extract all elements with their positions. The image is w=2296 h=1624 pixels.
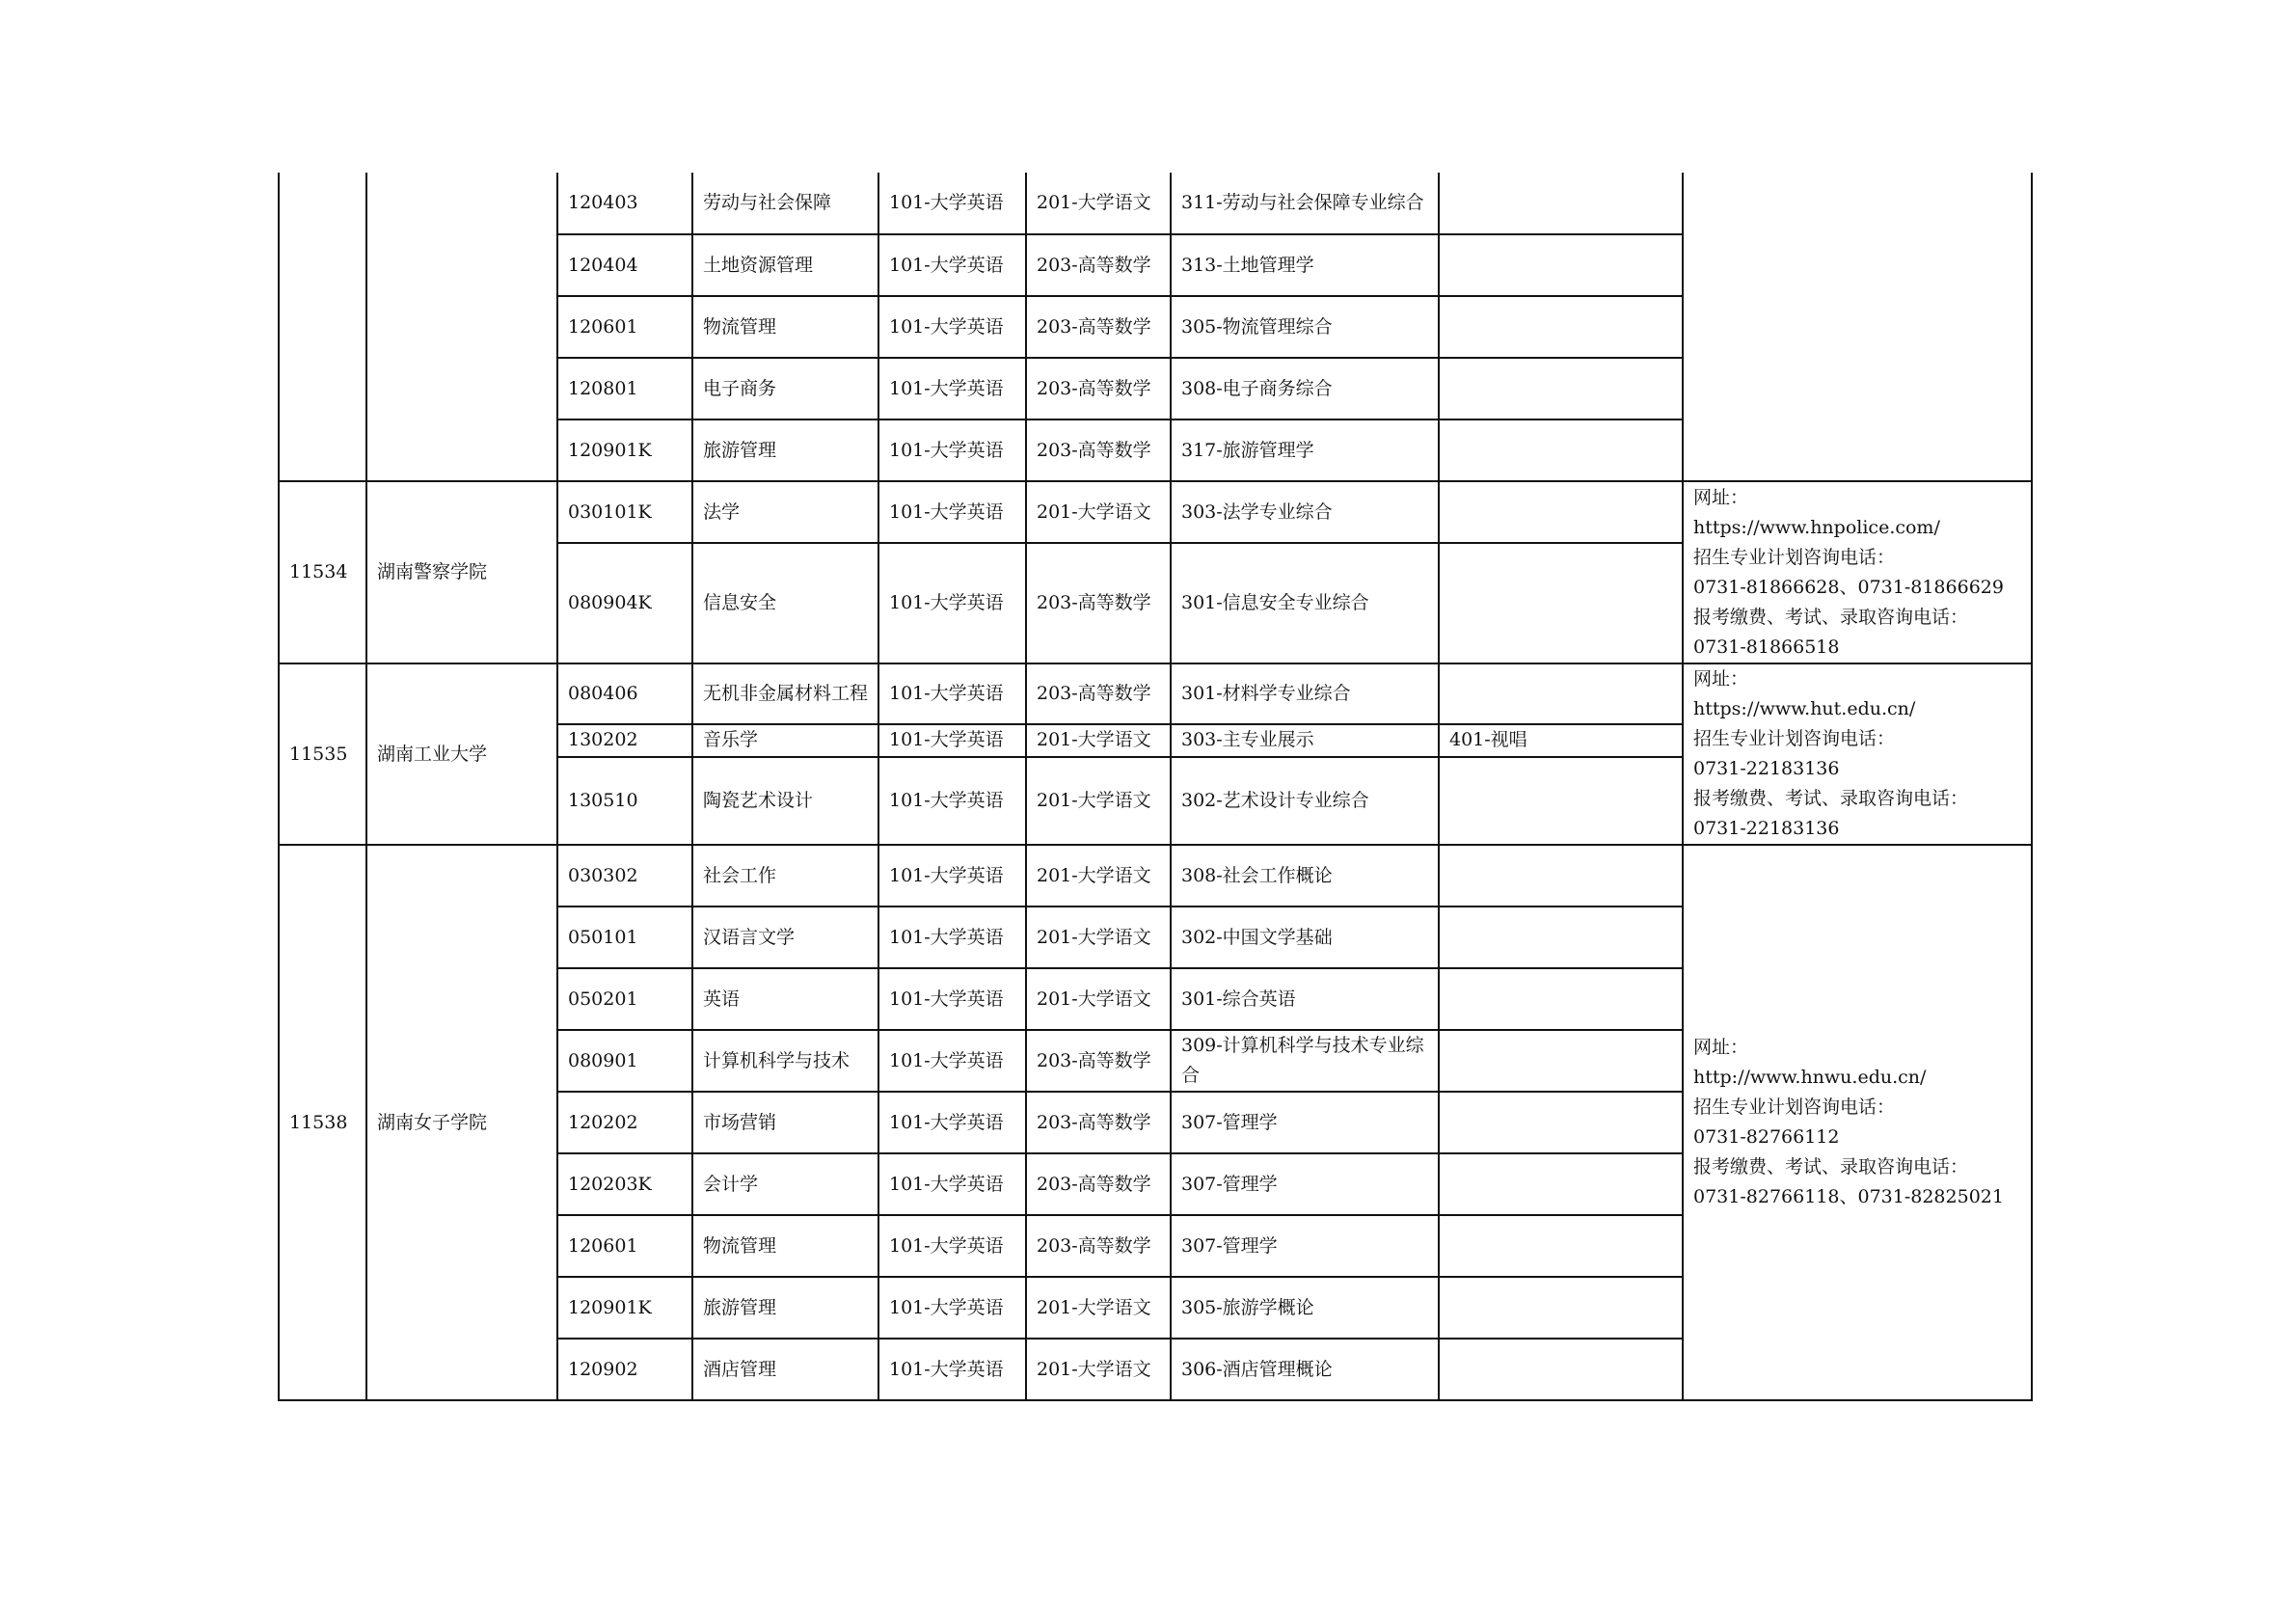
major-code-cell: 130202 xyxy=(557,724,692,757)
major-name-cell: 社会工作 xyxy=(692,845,878,907)
subject4-cell xyxy=(1439,907,1683,968)
subject4-cell xyxy=(1439,1277,1683,1339)
major-code-cell: 120403 xyxy=(557,173,692,234)
subject3-cell: 306-酒店管理概论 xyxy=(1171,1339,1439,1400)
contact-info-cell xyxy=(1683,173,2032,481)
contact-line: 报考缴费、考试、录取咨询电话： xyxy=(1693,1156,1969,1177)
major-code-cell: 120601 xyxy=(557,1215,692,1277)
school-name-cell xyxy=(366,173,557,481)
subject2-cell: 201-大学语文 xyxy=(1026,757,1171,845)
subject3-cell: 308-电子商务综合 xyxy=(1171,358,1439,420)
table-row xyxy=(279,173,2032,234)
subject2-cell: 201-大学语文 xyxy=(1026,907,1171,968)
subject3-cell: 302-艺术设计专业综合 xyxy=(1171,757,1439,845)
school-code-cell xyxy=(279,173,366,481)
major-code-cell: 120901K xyxy=(557,1277,692,1339)
contact-info-cell xyxy=(1683,663,2032,845)
major-code-cell: 080901 xyxy=(557,1030,692,1092)
admissions-table xyxy=(278,173,2033,1401)
table-row xyxy=(279,663,2032,724)
subject4-cell xyxy=(1439,1339,1683,1400)
subject4-cell xyxy=(1439,234,1683,296)
major-name-cell: 会计学 xyxy=(692,1153,878,1215)
subject2-cell: 203-高等数学 xyxy=(1026,1092,1171,1153)
major-name-cell: 陶瓷艺术设计 xyxy=(692,757,878,845)
major-code-cell: 080904K xyxy=(557,543,692,663)
major-name-cell: 酒店管理 xyxy=(692,1339,878,1400)
major-name-cell: 市场营销 xyxy=(692,1092,878,1153)
major-name-cell: 法学 xyxy=(692,481,878,543)
subject1-cell: 101-大学英语 xyxy=(878,420,1026,481)
school-name-cell: 湖南警察学院 xyxy=(366,481,557,663)
major-code-cell: 030101K xyxy=(557,481,692,543)
school-name-cell: 湖南工业大学 xyxy=(366,663,557,845)
contact-line: 0731-82766118、0731-82825021 xyxy=(1693,1186,2004,1207)
subject4-cell: 401-视唱 xyxy=(1439,724,1683,757)
major-code-cell: 120601 xyxy=(557,296,692,358)
subject2-cell: 201-大学语文 xyxy=(1026,845,1171,907)
subject3-cell: 317-旅游管理学 xyxy=(1171,420,1439,481)
subject3-cell: 305-物流管理综合 xyxy=(1171,296,1439,358)
major-name-cell: 旅游管理 xyxy=(692,420,878,481)
subject4-cell xyxy=(1439,845,1683,907)
subject4-cell xyxy=(1439,1092,1683,1153)
subject3-cell: 309-计算机科学与技术专业综合 xyxy=(1171,1030,1439,1092)
subject4-cell xyxy=(1439,481,1683,543)
contact-line: 网址： xyxy=(1693,668,1749,690)
contact-line: https://www.hut.edu.cn/ xyxy=(1693,698,1916,719)
contact-line: 网址： xyxy=(1693,486,1749,508)
contact-line: 报考缴费、考试、录取咨询电话： xyxy=(1693,606,1969,628)
subject2-cell: 203-高等数学 xyxy=(1026,1153,1171,1215)
major-name-cell: 土地资源管理 xyxy=(692,234,878,296)
major-name-cell: 信息安全 xyxy=(692,543,878,663)
subject2-cell: 203-高等数学 xyxy=(1026,296,1171,358)
contact-line: 0731-22183136 xyxy=(1693,758,1840,779)
subject1-cell: 101-大学英语 xyxy=(878,968,1026,1030)
school-code-cell: 11535 xyxy=(279,663,366,845)
subject1-cell: 101-大学英语 xyxy=(878,481,1026,543)
major-code-cell: 050101 xyxy=(557,907,692,968)
subject1-cell: 101-大学英语 xyxy=(878,724,1026,757)
subject1-cell: 101-大学英语 xyxy=(878,358,1026,420)
subject3-cell: 307-管理学 xyxy=(1171,1215,1439,1277)
contact-line: 0731-81866518 xyxy=(1693,636,1840,658)
contact-line: 0731-22183136 xyxy=(1693,818,1840,839)
subject1-cell: 101-大学英语 xyxy=(878,234,1026,296)
major-code-cell: 030302 xyxy=(557,845,692,907)
subject3-cell: 301-信息安全专业综合 xyxy=(1171,543,1439,663)
school-name-cell: 湖南女子学院 xyxy=(366,845,557,1400)
school-code-cell: 11538 xyxy=(279,845,366,1400)
major-name-cell: 汉语言文学 xyxy=(692,907,878,968)
subject1-cell: 101-大学英语 xyxy=(878,1215,1026,1277)
major-code-cell: 120901K xyxy=(557,420,692,481)
major-name-cell: 物流管理 xyxy=(692,296,878,358)
school-code-cell: 11534 xyxy=(279,481,366,663)
contact-line: 招生专业计划咨询电话： xyxy=(1693,546,1896,568)
subject4-cell xyxy=(1439,663,1683,724)
subject1-cell: 101-大学英语 xyxy=(878,907,1026,968)
subject4-cell xyxy=(1439,1030,1683,1092)
major-code-cell: 120902 xyxy=(557,1339,692,1400)
subject1-cell: 101-大学英语 xyxy=(878,173,1026,234)
subject1-cell: 101-大学英语 xyxy=(878,757,1026,845)
contact-info-cell xyxy=(1683,481,2032,663)
major-code-cell: 120801 xyxy=(557,358,692,420)
subject1-cell: 101-大学英语 xyxy=(878,296,1026,358)
subject3-cell: 311-劳动与社会保障专业综合 xyxy=(1171,173,1439,234)
subject3-cell: 307-管理学 xyxy=(1171,1153,1439,1215)
major-name-cell: 计算机科学与技术 xyxy=(692,1030,878,1092)
contact-line: 0731-82766112 xyxy=(1693,1126,1840,1148)
contact-info-cell xyxy=(1683,845,2032,1400)
subject2-cell: 203-高等数学 xyxy=(1026,1215,1171,1277)
subject1-cell: 101-大学英语 xyxy=(878,1092,1026,1153)
subject3-cell: 301-综合英语 xyxy=(1171,968,1439,1030)
subject4-cell xyxy=(1439,420,1683,481)
subject1-cell: 101-大学英语 xyxy=(878,1339,1026,1400)
major-code-cell: 130510 xyxy=(557,757,692,845)
subject4-cell xyxy=(1439,358,1683,420)
subject4-cell xyxy=(1439,296,1683,358)
major-name-cell: 电子商务 xyxy=(692,358,878,420)
table-row xyxy=(279,845,2032,907)
subject4-cell xyxy=(1439,1215,1683,1277)
subject4-cell xyxy=(1439,1153,1683,1215)
contact-line: https://www.hnpolice.com/ xyxy=(1693,516,1940,538)
contact-line: http://www.hnwu.edu.cn/ xyxy=(1693,1067,1927,1088)
subject1-cell: 101-大学英语 xyxy=(878,845,1026,907)
subject4-cell xyxy=(1439,757,1683,845)
major-code-cell: 120202 xyxy=(557,1092,692,1153)
subject4-cell xyxy=(1439,968,1683,1030)
major-code-cell: 120404 xyxy=(557,234,692,296)
subject4-cell xyxy=(1439,543,1683,663)
contact-line: 报考缴费、考试、录取咨询电话： xyxy=(1693,788,1969,809)
subject3-cell: 308-社会工作概论 xyxy=(1171,845,1439,907)
subject1-cell: 101-大学英语 xyxy=(878,543,1026,663)
major-name-cell: 英语 xyxy=(692,968,878,1030)
subject1-cell: 101-大学英语 xyxy=(878,1030,1026,1092)
subject2-cell: 201-大学语文 xyxy=(1026,968,1171,1030)
contact-line: 招生专业计划咨询电话： xyxy=(1693,1096,1896,1118)
subject2-cell: 203-高等数学 xyxy=(1026,234,1171,296)
subject3-cell: 305-旅游学概论 xyxy=(1171,1277,1439,1339)
subject1-cell: 101-大学英语 xyxy=(878,663,1026,724)
subject4-cell xyxy=(1439,173,1683,234)
subject2-cell: 203-高等数学 xyxy=(1026,663,1171,724)
major-name-cell: 无机非金属材料工程 xyxy=(692,663,878,724)
subject3-cell: 302-中国文学基础 xyxy=(1171,907,1439,968)
subject3-cell: 301-材料学专业综合 xyxy=(1171,663,1439,724)
major-name-cell: 物流管理 xyxy=(692,1215,878,1277)
subject2-cell: 201-大学语文 xyxy=(1026,481,1171,543)
subject2-cell: 203-高等数学 xyxy=(1026,1030,1171,1092)
major-code-cell: 080406 xyxy=(557,663,692,724)
subject2-cell: 203-高等数学 xyxy=(1026,543,1171,663)
subject3-cell: 307-管理学 xyxy=(1171,1092,1439,1153)
subject2-cell: 201-大学语文 xyxy=(1026,1339,1171,1400)
table-row xyxy=(279,481,2032,543)
major-name-cell: 旅游管理 xyxy=(692,1277,878,1339)
subject2-cell: 203-高等数学 xyxy=(1026,420,1171,481)
subject2-cell: 201-大学语文 xyxy=(1026,724,1171,757)
contact-line: 网址： xyxy=(1693,1037,1749,1058)
major-code-cell: 120203K xyxy=(557,1153,692,1215)
subject1-cell: 101-大学英语 xyxy=(878,1153,1026,1215)
subject2-cell: 203-高等数学 xyxy=(1026,358,1171,420)
contact-line: 招生专业计划咨询电话： xyxy=(1693,728,1896,749)
subject2-cell: 201-大学语文 xyxy=(1026,1277,1171,1339)
contact-line: 0731-81866628、0731-81866629 xyxy=(1693,576,2004,598)
subject1-cell: 101-大学英语 xyxy=(878,1277,1026,1339)
subject3-cell: 303-主专业展示 xyxy=(1171,724,1439,757)
subject3-cell: 313-土地管理学 xyxy=(1171,234,1439,296)
major-code-cell: 050201 xyxy=(557,968,692,1030)
table-body xyxy=(279,173,2032,1400)
major-name-cell: 音乐学 xyxy=(692,724,878,757)
major-name-cell: 劳动与社会保障 xyxy=(692,173,878,234)
subject2-cell: 201-大学语文 xyxy=(1026,173,1171,234)
subject3-cell: 303-法学专业综合 xyxy=(1171,481,1439,543)
